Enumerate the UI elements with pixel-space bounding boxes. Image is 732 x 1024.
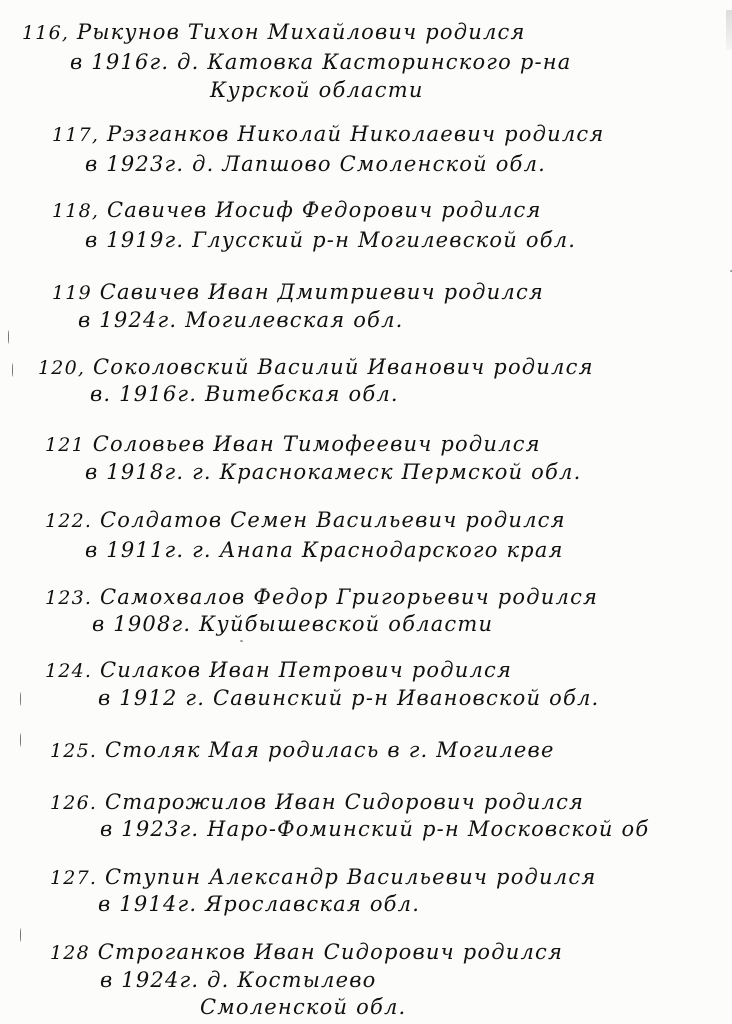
entry-number: 121 [45,434,85,456]
margin-tick-mark [20,733,23,747]
entry-name-line: Столяк Мая родилась в г. Могилеве [105,738,555,762]
entry-birth-line: в 1923г. Наро-Фоминский р-н Московской об [100,817,650,841]
entry-number: 116, [22,22,70,44]
entry-name-line: Солдатов Семен Васильевич родился [100,508,566,532]
margin-tick-mark [12,363,15,377]
entry-number: 122. [45,510,93,532]
entry-name-line: Рыкунов Тихон Михайлович родился [77,20,526,44]
scan-speck [240,640,243,642]
entry-number: 119 [52,282,92,304]
entry-number: 120, [38,357,86,379]
margin-tick-mark [20,692,23,706]
entry-birth-line-cont: Смоленской обл. [200,995,407,1019]
entry-birth-line: в 1908г. Куйбышевской области [92,612,494,636]
entry-birth-line: в 1916г. д. Катовка Касторинского р-на [70,50,572,74]
entry-birth-line: в 1912 г. Савинский р-н Ивановской обл. [98,686,600,710]
entry-name-line: Соколовский Василий Иванович родился [93,355,594,379]
entry-birth-line: в 1924г. д. Костылево [100,968,377,992]
entry-number: 127. [50,867,98,889]
entry-number: 117, [52,124,100,146]
entry-number: 126. [50,792,98,814]
entry-name-line: Савичев Иосиф Федорович родился [107,198,542,222]
scan-edge-mark [726,10,732,50]
entry-birth-line: в 1911г. г. Анапа Краснодарского края [85,538,564,562]
entry-name-line: Строганков Иван Сидорович родился [97,940,564,964]
entry-number: 123. [45,587,93,609]
entry-name-line: Савичев Иван Дмитриевич родился [99,280,545,304]
entry-birth-line: в 1918г. г. Краснокамеск Пермской обл. [85,460,582,484]
entry-birth-line: в 1923г. д. Лапшово Смоленской обл. [85,152,547,176]
entry-name-line: Силаков Иван Петрович родился [100,658,513,682]
entry-name-line: Ступин Александр Васильевич родился [105,865,597,889]
entry-name-line: Соловьев Иван Тимофеевич родился [92,432,541,456]
entry-birth-line: в 1914г. Ярославская обл. [98,892,421,916]
entry-number: 118, [52,200,100,222]
entry-birth-line: в 1919г. Глусский р-н Могилевской обл. [85,228,577,252]
entry-number: 128 [50,942,90,964]
entry-name-line: Старожилов Иван Сидорович родился [105,790,585,814]
entry-name-line: Самохвалов Федор Григорьевич родился [100,585,599,609]
margin-tick-mark [20,928,23,942]
entry-birth-line-cont: Курской области [210,78,424,102]
entry-birth-line: в. 1916г. Витебская обл. [90,382,399,406]
entry-number: 124. [45,660,93,682]
entry-birth-line: в 1924г. Могилевская обл. [78,308,404,332]
entry-name-line: Рэзганков Николай Николаевич родился [107,122,605,146]
margin-tick-mark [8,330,11,344]
entry-number: 125. [50,740,98,762]
